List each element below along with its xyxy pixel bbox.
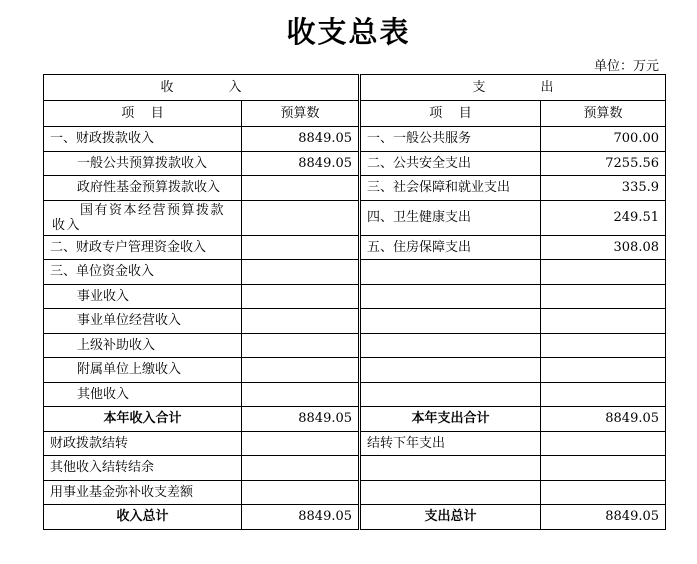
table-row xyxy=(361,151,666,176)
table-row xyxy=(361,200,666,235)
table-row xyxy=(361,431,666,456)
income-value xyxy=(242,309,359,334)
expense-label xyxy=(361,309,541,334)
income-label: 一、财政拨款收入 xyxy=(44,127,242,152)
table-row xyxy=(361,382,666,407)
expense-label: 一、一般公共服务 xyxy=(361,127,541,152)
table-row xyxy=(361,176,666,201)
income-label xyxy=(44,200,242,235)
unit-label: 单位：万元 xyxy=(593,59,659,74)
income-label: 事业单位经营收入 xyxy=(44,309,242,334)
income-label: 上级补助收入 xyxy=(44,333,242,358)
income-label: 政府性基金预算拨款收入 xyxy=(44,176,242,201)
income-grand-total-value: 8849.05 xyxy=(242,505,359,530)
expense-item-header: 项 目 xyxy=(361,101,541,127)
table-row xyxy=(44,235,359,260)
expense-value: 249.51 xyxy=(541,200,666,235)
income-value xyxy=(242,200,359,235)
expense-value xyxy=(541,309,666,334)
table-row xyxy=(44,456,359,481)
table-row xyxy=(44,200,359,235)
income-label: 财政拨款结转 xyxy=(44,431,242,456)
income-section-header: 收入 xyxy=(44,75,359,101)
expense-label xyxy=(361,260,541,285)
income-value xyxy=(242,260,359,285)
expense-value xyxy=(541,260,666,285)
table-row xyxy=(44,407,359,432)
expense-label xyxy=(361,456,541,481)
expense-value xyxy=(541,333,666,358)
expense-amount-header: 预算数 xyxy=(541,101,666,127)
expense-value: 700.00 xyxy=(541,127,666,152)
expense-value: 7255.56 xyxy=(541,151,666,176)
table-row xyxy=(44,431,359,456)
expense-label xyxy=(361,333,541,358)
expense-label: 四、卫生健康支出 xyxy=(361,200,541,235)
income-label: 三、单位资金收入 xyxy=(44,260,242,285)
expense-label: 三、社会保障和就业支出 xyxy=(361,176,541,201)
income-value: 8849.05 xyxy=(242,127,359,152)
income-label: 事业收入 xyxy=(44,284,242,309)
expense-total-value: 8849.05 xyxy=(541,407,666,432)
table-row xyxy=(44,151,359,176)
income-amount-header: 预算数 xyxy=(242,101,359,127)
table-row xyxy=(361,456,666,481)
table-row xyxy=(44,127,359,152)
expense-label: 结转下年支出 xyxy=(361,431,541,456)
table-row xyxy=(361,407,666,432)
income-label: 其他收入结转结余 xyxy=(44,456,242,481)
expense-value: 308.08 xyxy=(541,235,666,260)
income-total-value: 8849.05 xyxy=(242,407,359,432)
expense-value: 335.9 xyxy=(541,176,666,201)
expense-label xyxy=(361,480,541,505)
expense-label: 二、公共安全支出 xyxy=(361,151,541,176)
expense-label: 五、住房保障支出 xyxy=(361,235,541,260)
table-row xyxy=(361,309,666,334)
budget-summary-table xyxy=(43,74,665,539)
expense-section-header: 支出 xyxy=(361,75,666,101)
table-row xyxy=(361,235,666,260)
income-label: 附属单位上缴收入 xyxy=(44,358,242,383)
table-row xyxy=(44,284,359,309)
table-row xyxy=(44,176,359,201)
table-row xyxy=(44,333,359,358)
income-value: 8849.05 xyxy=(242,151,359,176)
table-row xyxy=(361,505,666,530)
table-row xyxy=(44,480,359,505)
income-label-text: 国有资本经营预算拨款收入 xyxy=(52,202,226,233)
expense-total-label: 本年支出合计 xyxy=(361,407,541,432)
page-title: 收支总表 xyxy=(286,15,411,49)
expense-table xyxy=(360,74,666,530)
income-label: 一般公共预算拨款收入 xyxy=(44,151,242,176)
income-value xyxy=(242,333,359,358)
table-row xyxy=(44,309,359,334)
table-row xyxy=(44,505,359,530)
expense-value xyxy=(541,284,666,309)
income-table xyxy=(43,74,359,530)
income-grand-total-label: 收入总计 xyxy=(44,505,242,530)
expense-value xyxy=(541,431,666,456)
income-total-label: 本年收入合计 xyxy=(44,407,242,432)
expense-value xyxy=(541,358,666,383)
table-row xyxy=(361,127,666,152)
expense-label xyxy=(361,382,541,407)
income-value xyxy=(242,284,359,309)
expense-label xyxy=(361,358,541,383)
expense-label xyxy=(361,284,541,309)
table-row xyxy=(44,358,359,383)
expense-value xyxy=(541,456,666,481)
income-item-header: 项 目 xyxy=(44,101,242,127)
income-value xyxy=(242,235,359,260)
income-label: 二、财政专户管理资金收入 xyxy=(44,235,242,260)
table-row xyxy=(361,480,666,505)
table-row xyxy=(44,382,359,407)
expense-value xyxy=(541,480,666,505)
table-row xyxy=(361,284,666,309)
income-value xyxy=(242,176,359,201)
income-value xyxy=(242,382,359,407)
income-value xyxy=(242,358,359,383)
income-value xyxy=(242,431,359,456)
income-value xyxy=(242,480,359,505)
table-row xyxy=(361,358,666,383)
expense-grand-total-value: 8849.05 xyxy=(541,505,666,530)
table-row xyxy=(361,260,666,285)
income-value xyxy=(242,456,359,481)
expense-grand-total-label: 支出总计 xyxy=(361,505,541,530)
table-row xyxy=(361,333,666,358)
income-label: 其他收入 xyxy=(44,382,242,407)
table-row xyxy=(44,260,359,285)
income-label: 用事业基金弥补收支差额 xyxy=(44,480,242,505)
expense-value xyxy=(541,382,666,407)
